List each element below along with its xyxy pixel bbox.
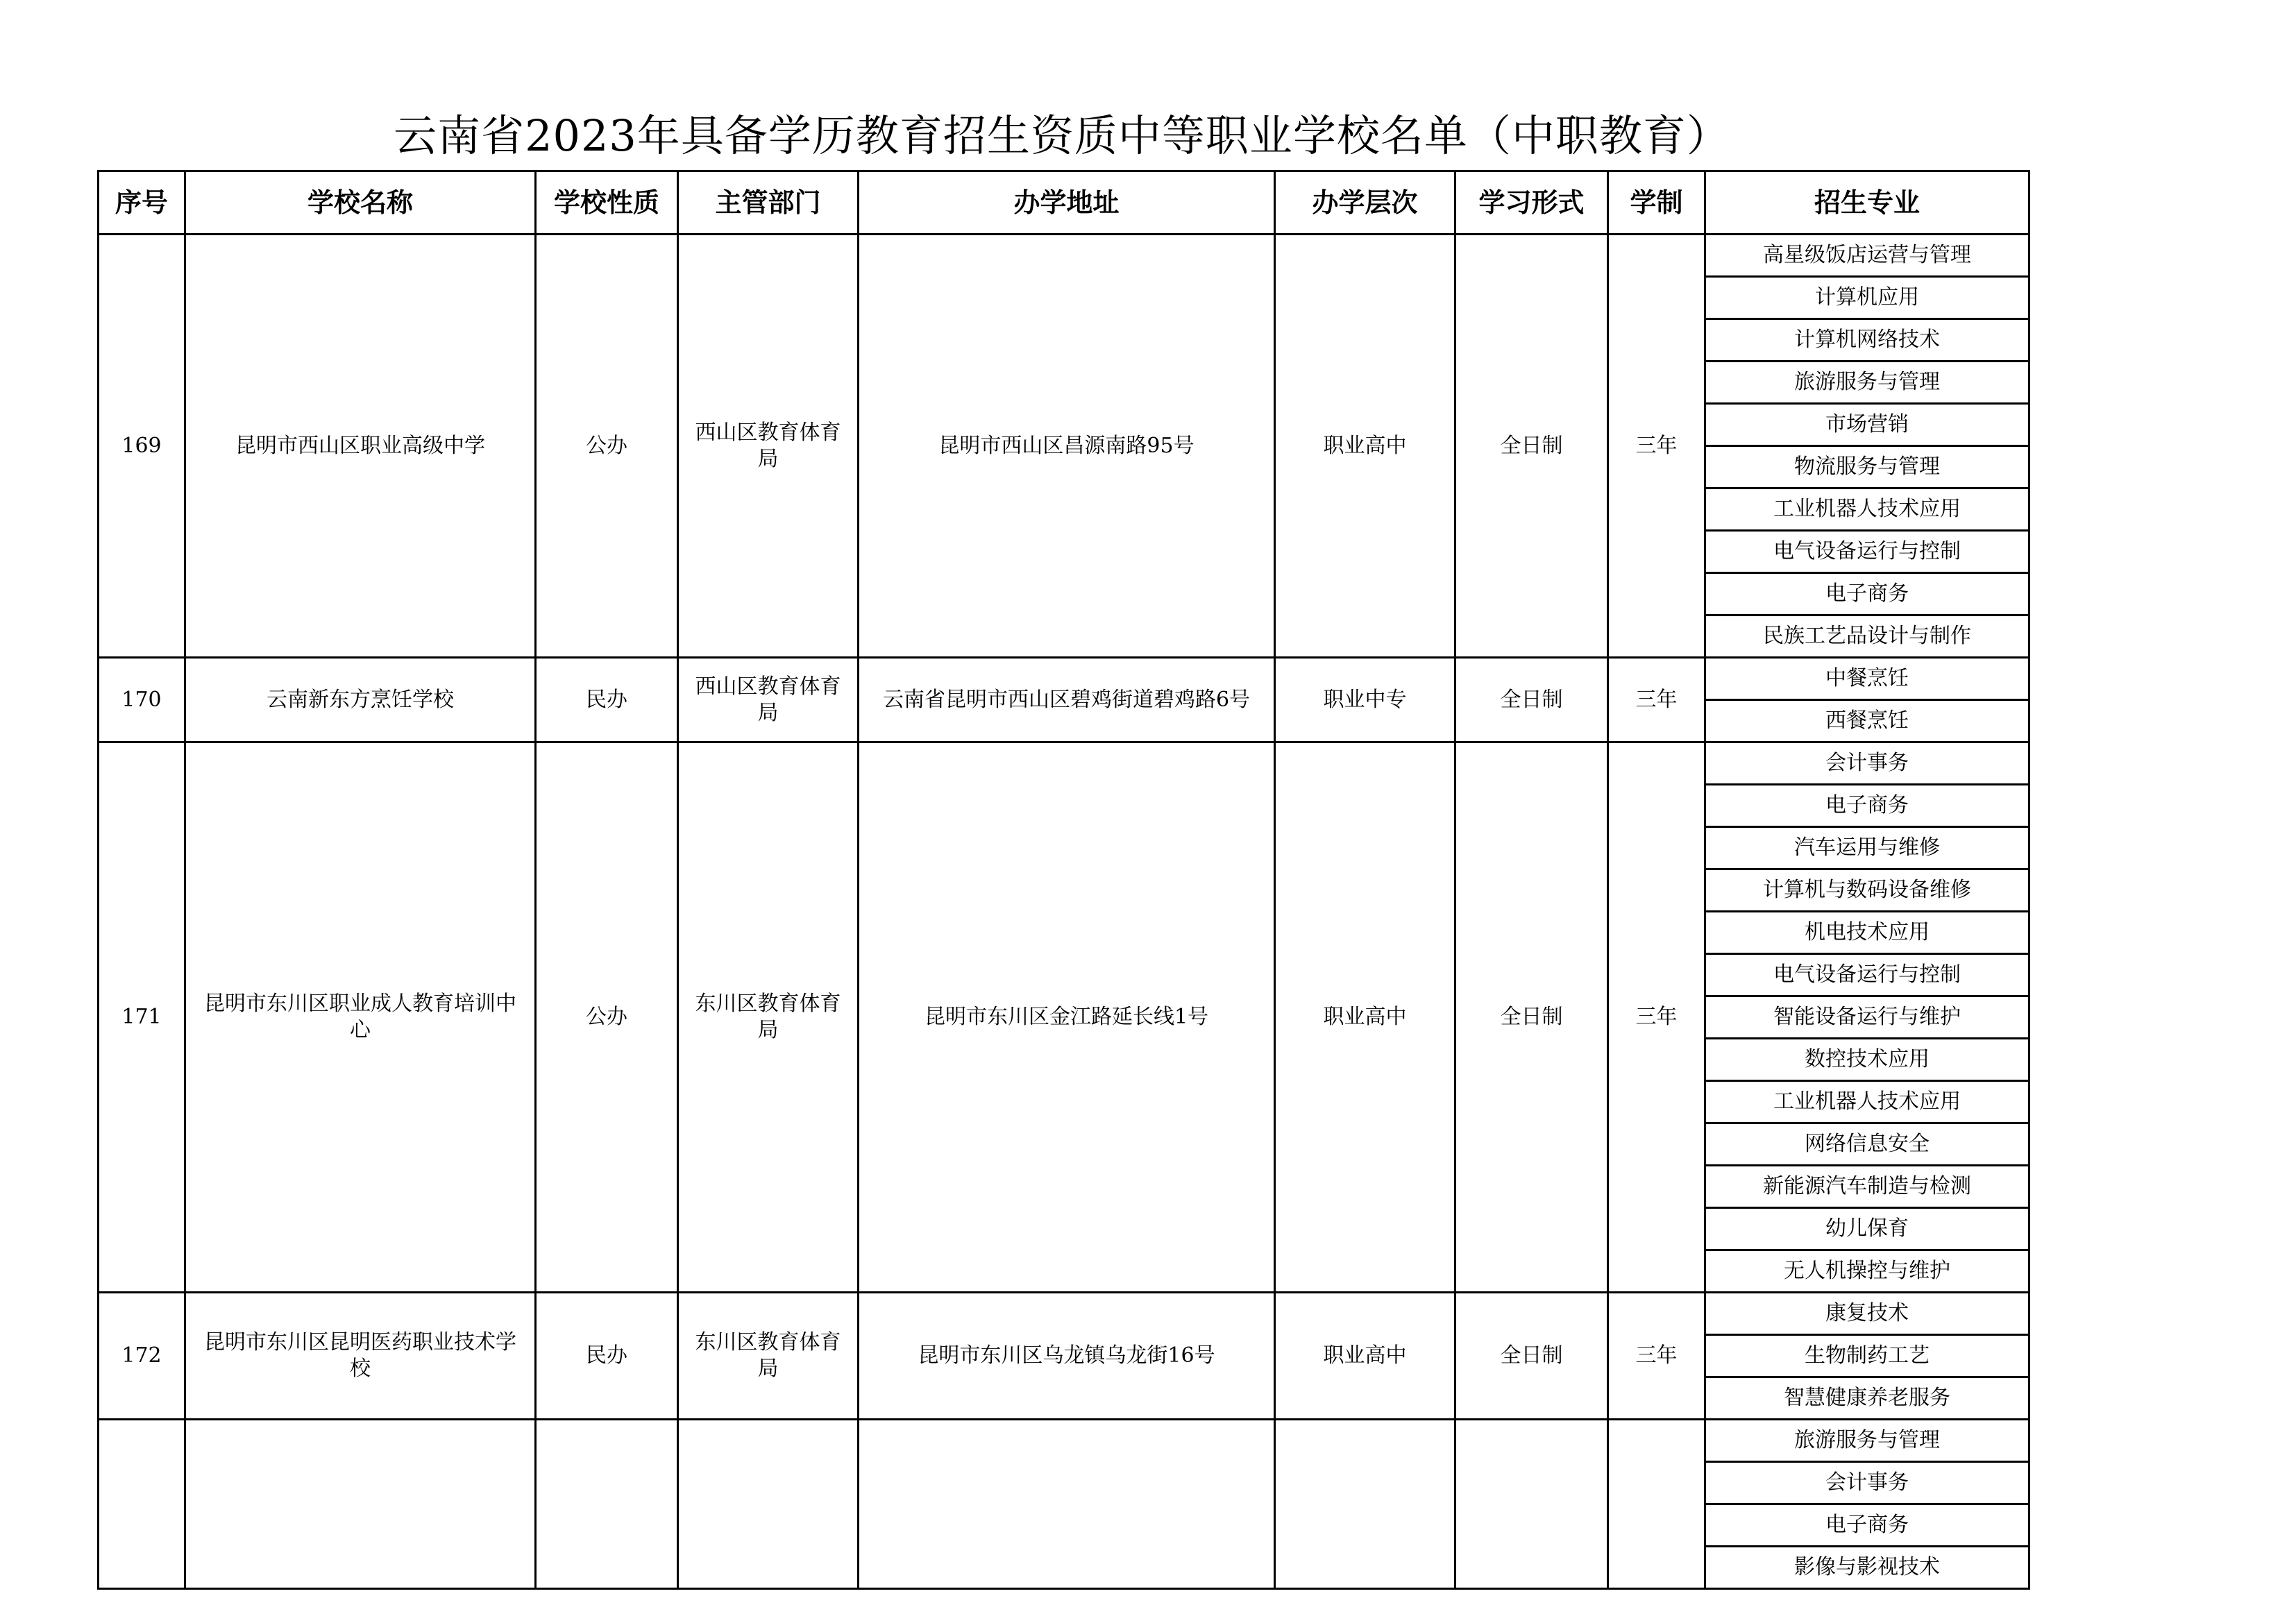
header-department: 主管部门 — [678, 171, 859, 235]
major-item: 工业机器人技术应用 — [1706, 1082, 2028, 1124]
major-item: 计算机应用 — [1706, 278, 2028, 320]
department: 西山区教育体育局 — [678, 658, 859, 742]
header-row — [99, 171, 2029, 235]
study-form: 全日制 — [1455, 1293, 1608, 1420]
major-item: 汽车运用与维修 — [1706, 828, 2028, 870]
major-item: 物流服务与管理 — [1706, 447, 2028, 489]
duration: 三年 — [1608, 658, 1705, 742]
department: 西山区教育体育局 — [678, 235, 859, 658]
address: 昆明市东川区乌龙镇乌龙街16号 — [859, 1293, 1275, 1420]
table-row — [99, 658, 2029, 742]
address — [859, 1420, 1275, 1589]
major-item: 机电技术应用 — [1706, 912, 2028, 955]
row-index: 171 — [99, 742, 185, 1293]
department: 东川区教育体育局 — [678, 742, 859, 1293]
majors-list — [1706, 1293, 2028, 1418]
majors-cell — [1705, 1293, 2029, 1420]
row-index: 169 — [99, 235, 185, 658]
major-item: 旅游服务与管理 — [1706, 362, 2028, 405]
major-item: 计算机网络技术 — [1706, 320, 2028, 362]
duration — [1608, 1420, 1705, 1589]
level: 职业高中 — [1275, 742, 1455, 1293]
majors-cell — [1705, 742, 2029, 1293]
major-item: 会计事务 — [1706, 1463, 2028, 1505]
majors-list — [1706, 658, 2028, 741]
table-row — [99, 1293, 2029, 1420]
duration: 三年 — [1608, 742, 1705, 1293]
school-name: 昆明市东川区职业成人教育培训中心 — [185, 742, 536, 1293]
major-item: 会计事务 — [1706, 743, 2028, 785]
duration: 三年 — [1608, 1293, 1705, 1420]
major-item: 新能源汽车制造与检测 — [1706, 1166, 2028, 1209]
major-item: 电气设备运行与控制 — [1706, 955, 2028, 997]
major-item: 电气设备运行与控制 — [1706, 532, 2028, 574]
study-form: 全日制 — [1455, 658, 1608, 742]
study-form: 全日制 — [1455, 235, 1608, 658]
address: 云南省昆明市西山区碧鸡街道碧鸡路6号 — [859, 658, 1275, 742]
study-form — [1455, 1420, 1608, 1589]
school-table — [97, 170, 2030, 1590]
header-index: 序号 — [99, 171, 185, 235]
header-duration: 学制 — [1608, 171, 1705, 235]
school-name: 昆明市西山区职业高级中学 — [185, 235, 536, 658]
major-item: 西餐烹饪 — [1825, 708, 1909, 733]
majors-cell — [1705, 1420, 2029, 1589]
header-nature: 学校性质 — [536, 171, 678, 235]
level — [1275, 1420, 1455, 1589]
major-item: 智慧健康养老服务 — [1784, 1386, 1950, 1410]
major-item: 无人机操控与维护 — [1784, 1259, 1950, 1283]
school-nature: 公办 — [536, 235, 678, 658]
majors-list — [1706, 743, 2028, 1291]
school-nature: 公办 — [536, 742, 678, 1293]
major-item: 中餐烹饪 — [1706, 658, 2028, 701]
major-item: 幼儿保育 — [1706, 1209, 2028, 1251]
school-nature: 民办 — [536, 658, 678, 742]
major-item: 市场营销 — [1706, 405, 2028, 447]
major-item: 智能设备运行与维护 — [1706, 997, 2028, 1039]
majors-cell — [1705, 658, 2029, 742]
table-row — [99, 235, 2029, 658]
department — [678, 1420, 859, 1589]
address: 昆明市西山区昌源南路95号 — [859, 235, 1275, 658]
header-level: 办学层次 — [1275, 171, 1455, 235]
major-item: 影像与影视技术 — [1794, 1555, 1940, 1579]
major-item: 网络信息安全 — [1706, 1124, 2028, 1166]
study-form: 全日制 — [1455, 742, 1608, 1293]
level: 职业中专 — [1275, 658, 1455, 742]
major-item: 计算机与数码设备维修 — [1706, 870, 2028, 912]
row-index: 170 — [99, 658, 185, 742]
header-study-form: 学习形式 — [1455, 171, 1608, 235]
major-item: 康复技术 — [1706, 1293, 2028, 1336]
school-nature — [536, 1420, 678, 1589]
major-item: 高星级饭店运营与管理 — [1706, 235, 2028, 278]
major-item: 电子商务 — [1706, 1505, 2028, 1547]
header-school-name: 学校名称 — [185, 171, 536, 235]
school-nature: 民办 — [536, 1293, 678, 1420]
department: 东川区教育体育局 — [678, 1293, 859, 1420]
school-name — [185, 1420, 536, 1589]
majors-list — [1706, 235, 2028, 656]
major-item: 旅游服务与管理 — [1706, 1420, 2028, 1463]
table-row — [99, 742, 2029, 1293]
major-item: 民族工艺品设计与制作 — [1763, 624, 1971, 648]
header-majors: 招生专业 — [1705, 171, 2029, 235]
school-name: 昆明市东川区昆明医药职业技术学校 — [185, 1293, 536, 1420]
major-item: 电子商务 — [1706, 574, 2028, 616]
major-item: 生物制药工艺 — [1706, 1336, 2028, 1378]
major-item: 工业机器人技术应用 — [1706, 489, 2028, 532]
majors-cell — [1705, 235, 2029, 658]
school-name: 云南新东方烹饪学校 — [185, 658, 536, 742]
header-address: 办学地址 — [859, 171, 1275, 235]
majors-list — [1706, 1420, 2028, 1588]
table-row — [99, 1420, 2029, 1589]
address: 昆明市东川区金江路延长线1号 — [859, 742, 1275, 1293]
page-title: 云南省2023年具备学历教育招生资质中等职业学校名单（中职教育） — [394, 110, 1730, 161]
duration: 三年 — [1608, 235, 1705, 658]
major-item: 电子商务 — [1706, 785, 2028, 828]
level: 职业高中 — [1275, 235, 1455, 658]
row-index: 172 — [99, 1293, 185, 1420]
major-item: 数控技术应用 — [1706, 1039, 2028, 1082]
level: 职业高中 — [1275, 1293, 1455, 1420]
row-index — [99, 1420, 185, 1589]
